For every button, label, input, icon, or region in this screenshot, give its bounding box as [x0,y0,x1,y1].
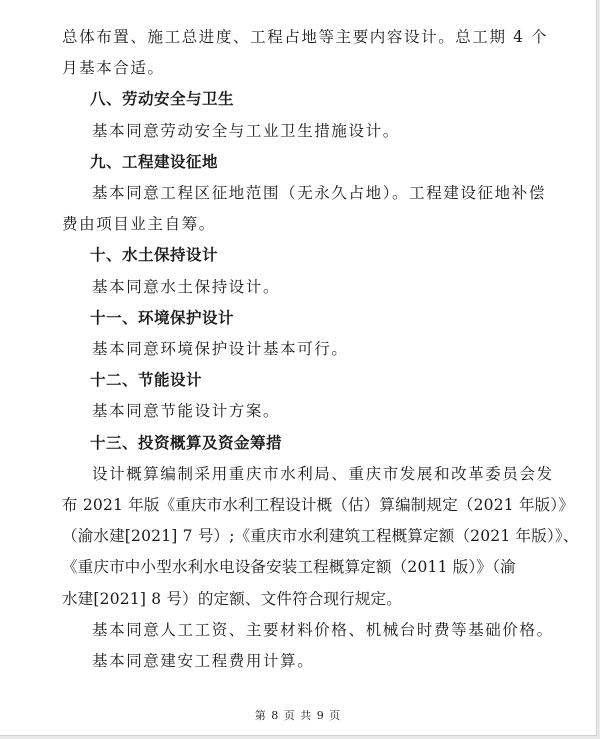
page-number-footer: 第 8 页 共 9 页 [254,709,342,722]
body-line: 月基本合适。 [62,59,165,78]
body-line: 基本同意人工工资、主要材料价格、机械台时费等基础价格。 [92,620,554,639]
section-heading: 九、工程建设征地 [90,152,219,171]
body-line: 基本同意水土保持设计。 [92,277,281,296]
body-line: 水建[2021] 8 号）的定额、文件符合现行规定。 [62,589,402,608]
body-line: 《重庆市中小型水利水电设备安装工程概算定额（2011 版）》（渝 [62,558,516,577]
section-heading: 十、水土保持设计 [90,246,219,265]
section-heading: 十三、投资概算及资金筹措 [90,433,283,452]
body-line: 基本同意建安工程费用计算。 [92,652,315,671]
body-line: 基本同意工程区征地范围（无永久占地）。工程建设征地补偿 [92,184,546,203]
body-line: （渝水建[2021] 7 号）;《重庆市水利建筑工程概算定额（2021 年版）》、 [62,527,579,546]
body-line: 基本同意劳动安全与工业卫生措施设计。 [92,121,400,140]
section-heading: 十二、节能设计 [90,371,203,390]
body-line: 布 2021 年版《重庆市水利工程设计概（估）算编制规定（2021 年版）》 [62,496,575,515]
body-line: 基本同意环境保护设计基本可行。 [92,340,349,359]
body-line: 总体布置、施工总进度、工程占地等主要内容设计。总工期 4 个 [62,28,549,46]
section-heading: 八、劳动安全与卫生 [90,90,235,109]
body-line: 费由项目业主自筹。 [62,215,216,234]
page-content [62,22,579,677]
body-line: 基本同意节能设计方案。 [92,402,281,421]
body-line: 设计概算编制采用重庆市水利局、重庆市发展和改革委员会发 [92,464,554,483]
section-heading: 十一、环境保护设计 [90,308,235,327]
